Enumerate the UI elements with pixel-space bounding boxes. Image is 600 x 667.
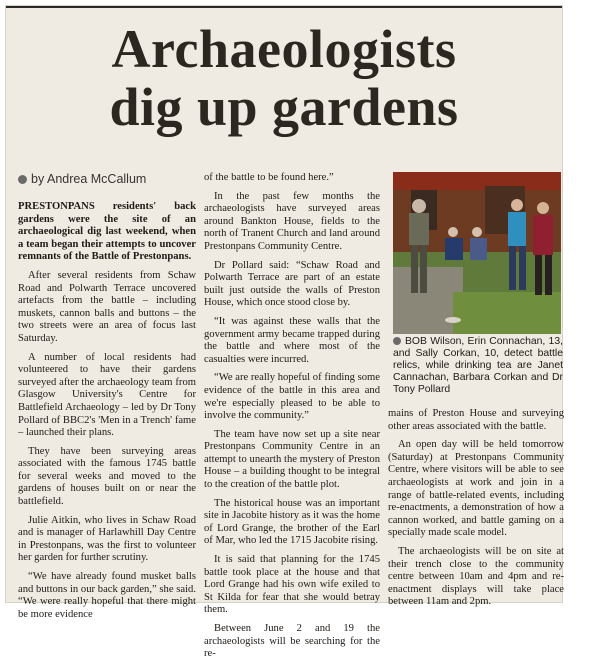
article-column-2	[204, 172, 380, 667]
paragraph: of the battle to be found here.”	[204, 172, 334, 183]
byline-text: by Andrea McCallum	[31, 172, 147, 186]
photo-caption-text: BOB Wilson, Erin Connachan, 13, and Sally Corkan, 10, detect battle relics, while drinking tea are Janet Cannachan, Barbara Corkan and Dr Tony Pollard	[393, 336, 563, 395]
paragraph: They have been surveying areas associated with the famous 1745 battle for several weeks and moved to the gardens of houses built on or near the battlefield.	[18, 445, 196, 508]
paragraph: The team have now set up a site near Prestonpans Community Centre in an attempt to unearth the mystery of Preston House – a building thought to be integral to the creation of the battle plot.	[204, 428, 380, 491]
paragraph: “We have already found musket balls and buttons in our back garden,” she said. “We were really hopeful that there might be more evidence	[18, 571, 196, 620]
photo-illustration	[393, 172, 561, 334]
paragraph: The archaeologists will be on site at their trench close to the community centre between 10am and 4pm and re-enactment displays will take place between 11am and 2pm.	[388, 545, 564, 608]
article-photo	[393, 172, 561, 334]
article-column-3	[388, 408, 564, 615]
article-column-1	[18, 201, 196, 627]
paragraph: PRESTONPANS residents' back gardens were the site of an archaeological dig last weekend, when a team began their attempts to uncover remnants of the Battle of Prestonpans.	[18, 201, 196, 263]
byline	[18, 172, 198, 186]
paragraph: “We are really hopeful of finding some evidence of the battle in this area and we're especially pleased to be able to involve the community.”	[204, 372, 380, 422]
headline	[6, 20, 562, 136]
paragraph: Between June 2 and 19 the archaeologists will be searching for the re-	[204, 623, 380, 660]
paragraph: It is said that planning for the 1745 battle took place at the house and that Lord Grange had his own wife exiled to St Kilda for fear that she would betray them.	[204, 554, 380, 616]
photo-caption	[393, 336, 563, 396]
paragraph: The historical house was an important site in Jacobite history as it was the home of Lord Grange, the brother of the Earl of Mar, who led the 1715 Jacobite rising.	[204, 497, 380, 547]
headline-line-2: dig up gardens	[109, 77, 459, 137]
top-rule	[6, 6, 562, 8]
paragraph: mains of Preston House and surveying other areas associated with the battle.	[388, 408, 564, 432]
paragraph: Dr Pollard said: “Schaw Road and Polwarth Terrace are part of an estate built just outside the walls of Preston House, which once stood close by.	[204, 259, 380, 309]
paragraph: After several residents from Schaw Road and Polwarth Terrace uncovered artefacts from the battle – including muskets, cannon balls and buttons – the two streets were an area of focus last Saturday.	[18, 269, 196, 344]
paragraph: An open day will be held tomorrow (Saturday) at Prestonpans Community Centre, where visitors will be able to see archaeologists at work and join in a range of battle-related events, including re-enactments, a demonstration of how a cannon worked, and battle gaming on a specially made scale model.	[388, 439, 564, 539]
paragraph: In the past few months the archaeologists have surveyed areas around Bankton House, fields to the north of Tranent Church and land around Prestonpans Community Centre.	[204, 190, 380, 252]
paragraph: Julie Aitkin, who lives in Schaw Road and is manager of Harlawhill Day Centre in Prestonpans, was the first to volunteer her garden for further scrutiny.	[18, 514, 196, 564]
bullet-icon	[18, 175, 27, 184]
bullet-icon	[393, 337, 401, 345]
headline-line-1: Archaeologists	[111, 19, 457, 79]
newspaper-clipping	[6, 6, 564, 660]
paragraph: “It was against these walls that the government army became trapped during the battle and where most of the casualties were incurred.	[204, 315, 380, 365]
paragraph: A number of local residents had volunteered to have their gardens surveyed after the archaeology team from Glasgow University's Centre for Battlefield Archaeology – led by Dr Tony Pollard of BBC2's 'Men in a Trench' fame – launched their plans.	[18, 351, 196, 439]
